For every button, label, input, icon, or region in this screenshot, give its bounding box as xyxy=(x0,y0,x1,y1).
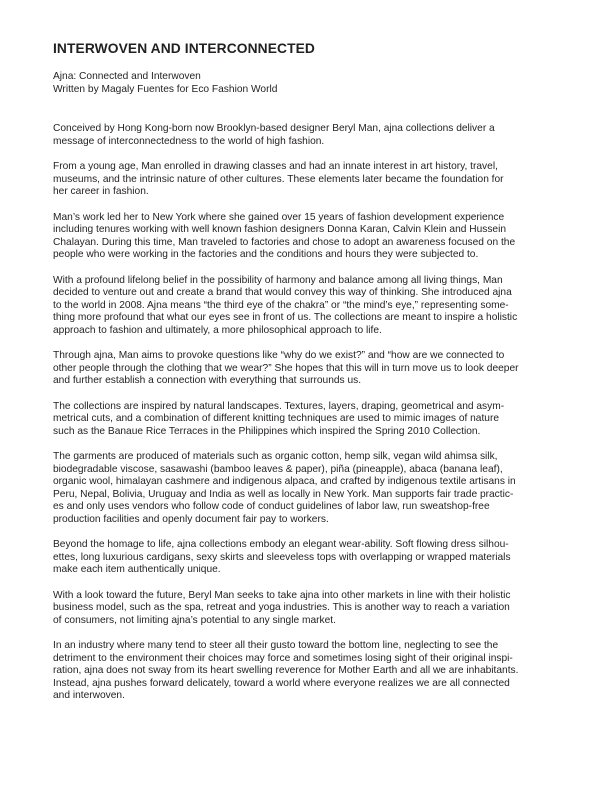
article-paragraph xyxy=(53,350,560,388)
article-paragraph xyxy=(53,275,560,338)
paragraph-line: museums, and the intrinsic nature of other cultures. These elements later became the foundation for xyxy=(53,173,504,185)
byline xyxy=(53,71,560,96)
paragraph-line: to the world in 2008. Ajna means “the third eye of the chakra” or “the mind’s eye,” representing some- xyxy=(53,299,509,311)
article-paragraph xyxy=(53,401,560,439)
paragraph-line: The collections are inspired by natural landscapes. Textures, layers, draping, geometrical and asym- xyxy=(53,400,505,412)
paragraph-line: With a look toward the future, Beryl Man seeks to take ajna into other markets in line with their holistic xyxy=(53,589,511,601)
paragraph-line: Instead, ajna pushes forward delicately, toward a world where everyone realizes we are all connected xyxy=(53,677,510,689)
paragraph-line: of consumers, not limiting ajna’s potential to any single market. xyxy=(53,614,336,626)
paragraph-line: other people through the clothing that we wear?” She hopes that this will in turn move us to look deeper xyxy=(53,362,519,374)
article-title: INTERWOVEN AND INTERCONNECTED xyxy=(53,41,315,56)
paragraph-line: Peru, Nepal, Bolivia, Uruguay and India as well as locally in New York. Man supports fair trade practic- xyxy=(53,488,514,500)
paragraph-line: including tenures working with well known fashion designers Donna Karan, Calvin Klein and Hussein xyxy=(53,224,507,235)
paragraph-line: es and only uses vendors who follow code of conduct guidelines of labor law, run sweatshop-free xyxy=(53,501,490,512)
paragraph-line: detriment to the environment their choices may force and sometimes losing sight of their original inspi- xyxy=(53,652,513,664)
article-paragraph xyxy=(53,451,560,526)
paragraph-line: Conceived by Hong Kong-born now Brooklyn-based designer Beryl Man, ajna collections deliver a xyxy=(53,123,495,134)
paragraph-line: ettes, long luxurious cardigans, sexy skirts and sleeveless tops with overlapping or wrapped materials xyxy=(53,551,511,563)
author-line: Written by Magaly Fuentes for Eco Fashion World xyxy=(53,83,278,95)
paragraph-line: Chalayan. During this time, Man traveled to factories and chose to adopt an awareness focused on the xyxy=(53,236,516,248)
article-paragraph xyxy=(53,161,560,199)
article-paragraph xyxy=(53,212,560,262)
paragraph-line: business model, such as the spa, retreat and yoga industries. This is another way to reach a variation xyxy=(53,602,510,613)
paragraph-line: In an industry where many tend to steer all their gusto toward the bottom line, neglecting to see the xyxy=(53,640,499,651)
paragraph-line: message of interconnectedness to the world of high fashion. xyxy=(53,135,325,147)
article-body xyxy=(53,123,560,703)
paragraph-line: people who were working in the factories and the conditions and hours they were subjected to. xyxy=(53,249,479,260)
paragraph-line: metrical cuts, and a combination of different knitting techniques are used to mimic images of nature xyxy=(53,413,500,424)
article-subtitle: Ajna: Connected and Interwoven xyxy=(53,71,201,82)
paragraph-line: organic wool, himalayan cashmere and indigenous alpaca, and crafted by indigenous textile artisans in xyxy=(53,476,516,487)
paragraph-line: The garments are produced of materials such as organic cotton, hemp silk, vegan wild ahimsa silk, xyxy=(53,451,498,462)
paragraph-line: biodegradable viscose, sasawashi (bamboo leaves & paper), piña (pineapple), abaca (banana leaf), xyxy=(53,463,503,475)
paragraph-line: make each item authentically unique. xyxy=(53,564,221,575)
paragraph-line: approach to fashion and ultimately, a more philosophical approach to life. xyxy=(53,324,382,336)
article-paragraph xyxy=(53,539,560,577)
paragraph-line: thing more profound that what our eyes see in front of us. The collections are meant to inspire a holistic xyxy=(53,312,518,323)
paragraph-line: Man’s work led her to New York where she gained over 15 years of fashion development experience xyxy=(53,211,505,223)
paragraph-line: and further establish a connection with everything that surrounds us. xyxy=(53,375,362,386)
article-paragraph xyxy=(53,123,560,148)
article-paragraph xyxy=(53,590,560,628)
paragraph-line: decided to venture out and create a brand that would convey this way of thinking. She introduced ajna xyxy=(53,287,512,298)
paragraph-line: From a young age, Man enrolled in drawing classes and had an innate interest in art history, travel, xyxy=(53,161,498,172)
paragraph-line: her career in fashion. xyxy=(53,186,149,197)
paragraph-line: Beyond the homage to life, ajna collections embody an elegant wear-ability. Soft flowing dress silhou- xyxy=(53,539,509,550)
paragraph-line: such as the Banaue Rice Terraces in the Philippines which inspired the Spring 2010 Collection. xyxy=(53,425,481,437)
paragraph-line: and interwoven. xyxy=(53,690,125,701)
paragraph-line: production facilities and openly document fair pay to workers. xyxy=(53,513,329,525)
paragraph-line: ration, ajna does not sway from its heart swelling reverence for Mother Earth and all we are inhabitants. xyxy=(53,665,519,676)
paragraph-line: With a profound lifelong belief in the possibility of harmony and balance among all living things, Man xyxy=(53,274,503,286)
paragraph-line: Through ajna, Man aims to provoke questions like “why do we exist?” and “how are we connected to xyxy=(53,350,505,361)
article-paragraph xyxy=(53,640,560,703)
